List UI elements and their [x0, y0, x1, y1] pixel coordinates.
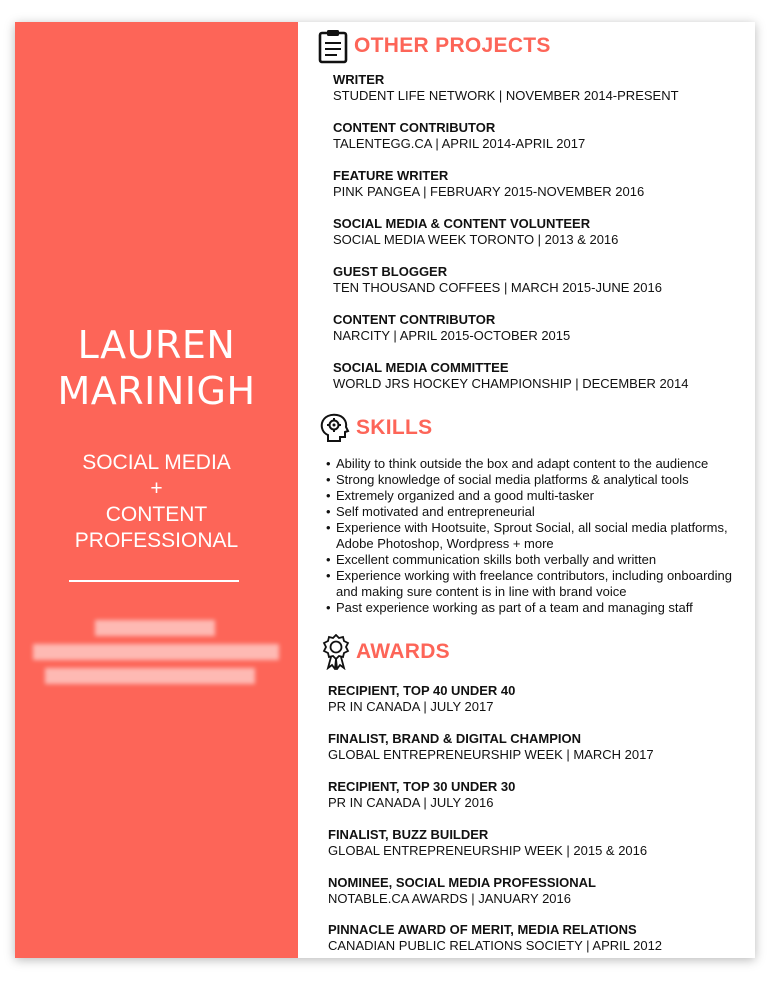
skills-list — [326, 456, 755, 616]
entry-role: FINALIST, BUZZ BUILDER — [328, 827, 489, 842]
project-entry — [333, 168, 644, 200]
last-name: MARINIGH — [57, 369, 256, 413]
entry-role: SOCIAL MEDIA COMMITTEE — [333, 360, 509, 375]
entry-detail: GLOBAL ENTREPRENEURSHIP WEEK | MARCH 2017 — [328, 747, 654, 762]
section-title: OTHER PROJECTS — [354, 34, 551, 57]
list-item: • Excellent communication skills both verbally and written — [326, 552, 755, 568]
award-entry — [328, 875, 596, 907]
entry-detail: STUDENT LIFE NETWORK | NOVEMBER 2014-PRESENT — [333, 88, 679, 103]
list-item: • Ability to think outside the box and adapt content to the audience — [326, 456, 755, 472]
tagline-line: PROFESSIONAL — [74, 529, 239, 552]
entry-role: SOCIAL MEDIA & CONTENT VOLUNTEER — [333, 216, 591, 231]
other-projects-header — [318, 28, 551, 64]
redacted-contact-info — [45, 668, 255, 684]
first-name: LAUREN — [77, 323, 236, 367]
tagline-line: + — [150, 477, 163, 500]
project-entry — [333, 264, 662, 296]
project-entry — [333, 120, 585, 152]
entry-role: FEATURE WRITER — [333, 168, 449, 183]
award-entry — [328, 779, 515, 811]
tagline-line: SOCIAL MEDIA — [82, 451, 231, 474]
entry-detail: GLOBAL ENTREPRENEURSHIP WEEK | 2015 & 2016 — [328, 843, 648, 858]
section-title: SKILLS — [356, 416, 433, 439]
entry-role: RECIPIENT, TOP 40 UNDER 40 — [328, 683, 516, 698]
awards-header — [322, 634, 450, 670]
entry-role: WRITER — [333, 72, 385, 87]
award-entry — [328, 731, 654, 763]
entry-detail: NARCITY | APRIL 2015-OCTOBER 2015 — [333, 328, 571, 343]
head-gear-icon — [318, 412, 350, 444]
entry-role: CONTENT CONTRIBUTOR — [333, 312, 496, 327]
list-item: • Self motivated and entrepreneurial — [326, 504, 755, 520]
entry-role: GUEST BLOGGER — [333, 264, 448, 279]
clipboard-icon — [318, 28, 348, 64]
entry-detail: PINK PANGEA | FEBRUARY 2015-NOVEMBER 2016 — [333, 184, 645, 199]
tagline-line: CONTENT — [105, 503, 208, 526]
entry-detail: CANADIAN PUBLIC RELATIONS SOCIETY | APRIL 2012 — [328, 938, 663, 953]
entry-role: CONTENT CONTRIBUTOR — [333, 120, 496, 135]
entry-detail: TEN THOUSAND COFFEES | MARCH 2015-JUNE 2016 — [333, 280, 662, 295]
sidebar — [15, 22, 298, 958]
divider — [69, 580, 239, 582]
section-title: AWARDS — [356, 640, 450, 663]
entry-role: FINALIST, BRAND & DIGITAL CHAMPION — [328, 731, 582, 746]
entry-detail: PR IN CANADA | JULY 2017 — [328, 699, 494, 714]
award-entry — [328, 683, 515, 715]
award-entry — [328, 827, 647, 859]
redacted-contact-info — [33, 644, 279, 660]
main-content — [298, 22, 755, 958]
skills-header — [318, 412, 432, 444]
project-entry — [333, 216, 618, 248]
award-entry — [328, 922, 662, 954]
project-entry — [333, 312, 570, 344]
redacted-contact-info — [95, 620, 215, 636]
entry-role: RECIPIENT, TOP 30 UNDER 30 — [328, 779, 516, 794]
project-entry — [333, 360, 688, 392]
entry-detail: SOCIAL MEDIA WEEK TORONTO | 2013 & 2016 — [333, 232, 619, 247]
candidate-name — [15, 322, 298, 414]
tagline — [15, 450, 298, 554]
entry-detail: TALENTEGG.CA | APRIL 2014-APRIL 2017 — [333, 136, 586, 151]
list-item: • Experience working with freelance contributors, including onboarding and making sure content is in line with brand voice — [326, 568, 755, 600]
entry-detail: NOTABLE.CA AWARDS | JANUARY 2016 — [328, 891, 572, 906]
list-item: • Extremely organized and a good multi-tasker — [326, 488, 755, 504]
entry-role: NOMINEE, SOCIAL MEDIA PROFESSIONAL — [328, 875, 596, 890]
project-entry — [333, 72, 679, 104]
entry-detail: PR IN CANADA | JULY 2016 — [328, 795, 494, 810]
resume-page — [15, 22, 755, 958]
entry-detail: WORLD JRS HOCKEY CHAMPIONSHIP | DECEMBER 2014 — [333, 376, 689, 391]
entry-role: PINNACLE AWARD OF MERIT, MEDIA RELATIONS — [328, 922, 637, 937]
list-item: • Past experience working as part of a team and managing staff — [326, 600, 755, 616]
list-item: • Strong knowledge of social media platforms & analytical tools — [326, 472, 755, 488]
list-item: • Experience with Hootsuite, Sprout Social, all social media platforms, Adobe Photoshop, Wordpress + more — [326, 520, 755, 552]
award-ribbon-icon — [322, 634, 350, 670]
